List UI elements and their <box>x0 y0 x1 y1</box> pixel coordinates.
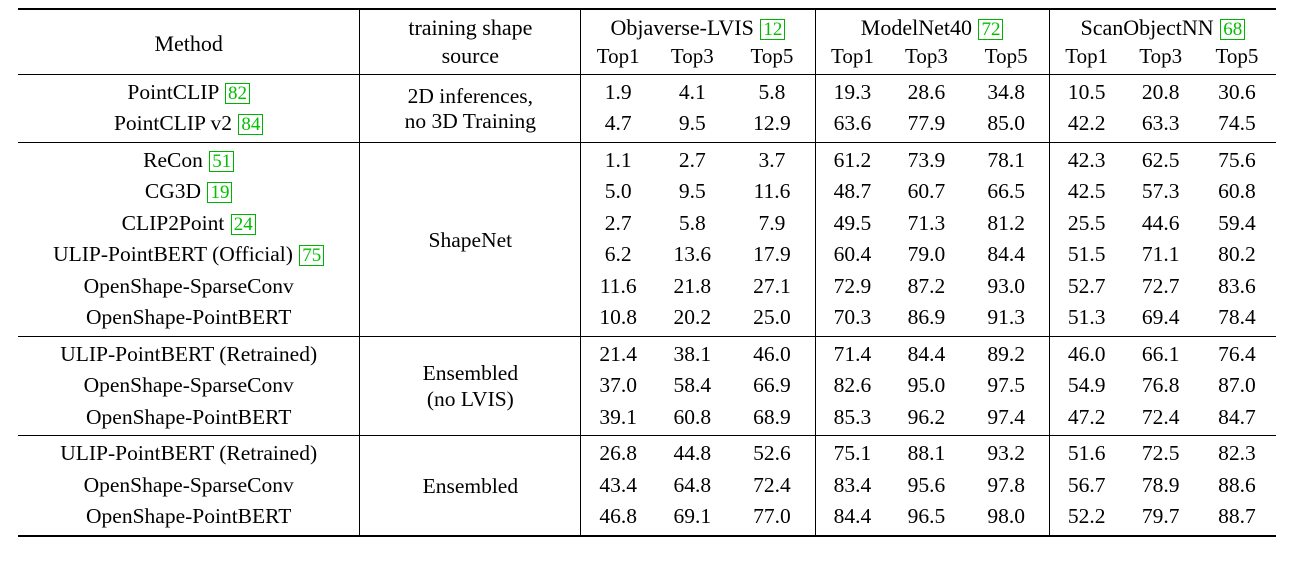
header-metric-3-top5: Top5 <box>1215 43 1259 68</box>
table-row <box>18 501 1276 536</box>
cell-value: 77.9 <box>907 111 946 136</box>
source-line: no 3D Training <box>404 109 537 134</box>
cell-value: 38.1 <box>655 336 729 370</box>
table-row <box>18 402 1276 436</box>
cell-value: 51.6 <box>1049 436 1123 470</box>
cell-value: 48.7 <box>815 176 889 208</box>
cell-value: 63.3 <box>1141 111 1180 136</box>
citation-ref[interactable]: 82 <box>225 83 250 104</box>
cell-value: 71.1 <box>1141 242 1180 267</box>
table-row <box>18 336 1276 370</box>
source-line: 2D inferences, <box>407 83 534 108</box>
cell-value: 84.7 <box>1218 404 1256 429</box>
table-row <box>18 74 1276 108</box>
header-metric-3-top1: Top1 <box>1049 42 1123 74</box>
cell-value: 30.6 <box>1198 74 1276 108</box>
row-method-name: OpenShape-SparseConv <box>83 273 294 298</box>
header-group-1: Objaverse-LVIS 12 <box>581 9 815 42</box>
cell-value: 81.2 <box>987 210 1025 235</box>
table-row <box>18 142 1276 176</box>
cell-value: 42.3 <box>1049 142 1123 176</box>
cell-value: 1.1 <box>581 142 655 176</box>
cell-value: 96.5 <box>907 504 946 529</box>
cell-value: 68.9 <box>753 404 791 429</box>
cell-value: 1.9 <box>581 74 655 108</box>
cell-value: 95.0 <box>907 373 946 398</box>
row-training-source <box>360 336 581 436</box>
cell-value: 82.3 <box>1198 436 1276 470</box>
cell-value: 13.6 <box>673 242 712 267</box>
cell-value: 69.1 <box>673 504 712 529</box>
header-metric-2-top5: Top5 <box>984 43 1028 68</box>
cell-value: 44.8 <box>655 436 729 470</box>
cell-value: 84.4 <box>815 501 889 536</box>
table-row <box>18 370 1276 402</box>
cell-value: 97.8 <box>987 472 1025 497</box>
cell-value: 88.1 <box>889 436 963 470</box>
cell-value: 72.4 <box>1141 404 1180 429</box>
cell-value: 10.8 <box>581 302 655 336</box>
cell-value: 46.0 <box>729 336 815 370</box>
source-line: (no LVIS) <box>426 387 514 412</box>
cell-value: 43.4 <box>581 470 655 502</box>
table-row <box>18 302 1276 336</box>
row-method-name: OpenShape-SparseConv <box>83 472 294 497</box>
header-metric-2-top1: Top1 <box>815 42 889 74</box>
row-method-name: CG3D 19 <box>18 176 360 208</box>
results-table <box>18 8 1276 537</box>
table-row <box>18 271 1276 303</box>
cell-value: 76.4 <box>1198 336 1276 370</box>
citation-ref[interactable]: 72 <box>978 19 1003 40</box>
row-method-name: OpenShape-SparseConv <box>83 373 294 398</box>
table-bottom-rule <box>18 536 1276 537</box>
cell-value: 93.0 <box>987 273 1025 298</box>
header-metric-1-top3: Top3 <box>670 43 714 68</box>
row-training-source <box>360 142 581 336</box>
row-method-name: PointCLIP v2 84 <box>18 108 360 142</box>
cell-value: 60.8 <box>1218 179 1256 204</box>
cell-value: 47.2 <box>1049 402 1123 436</box>
cell-value: 82.6 <box>815 370 889 402</box>
cell-value: 71.3 <box>907 210 946 235</box>
cell-value: 72.7 <box>1141 273 1180 298</box>
cell-value: 56.7 <box>1049 470 1123 502</box>
cell-value: 25.5 <box>1049 208 1123 240</box>
cell-value: 28.6 <box>889 74 963 108</box>
cell-value: 2.7 <box>655 142 729 176</box>
header-metric-2-top3: Top3 <box>905 43 948 68</box>
row-method-name: ReCon 51 <box>18 142 360 176</box>
cell-value: 5.0 <box>581 176 655 208</box>
row-method-name: ULIP-PointBERT (Retrained) <box>18 336 360 370</box>
cell-value: 11.6 <box>753 179 791 204</box>
cell-value: 60.4 <box>815 239 889 271</box>
cell-value: 46.8 <box>581 501 655 536</box>
results-table-body <box>18 9 1276 537</box>
cell-value: 7.9 <box>758 210 786 235</box>
citation-ref[interactable]: 19 <box>207 182 232 203</box>
cell-value: 4.7 <box>581 108 655 142</box>
cell-value: 84.4 <box>889 336 963 370</box>
cell-value: 72.4 <box>753 472 791 497</box>
cell-value: 26.8 <box>581 436 655 470</box>
cell-value: 5.8 <box>729 74 815 108</box>
cell-value: 4.1 <box>655 74 729 108</box>
cell-value: 57.3 <box>1141 179 1180 204</box>
header-metric-1-top1: Top1 <box>581 42 655 74</box>
cell-value: 66.1 <box>1124 336 1198 370</box>
cell-value: 52.7 <box>1049 271 1123 303</box>
cell-value: 5.8 <box>678 210 706 235</box>
cell-value: 9.5 <box>678 111 706 136</box>
cell-value: 83.6 <box>1218 273 1256 298</box>
row-method-name: OpenShape-PointBERT <box>86 404 292 429</box>
cell-value: 27.1 <box>753 273 791 298</box>
header-group-3: ScanObjectNN 68 <box>1049 9 1276 42</box>
table-row <box>18 436 1276 470</box>
cell-value: 59.4 <box>1218 210 1256 235</box>
citation-ref[interactable]: 24 <box>231 214 256 235</box>
header-metric-1-top5: Top5 <box>750 43 794 68</box>
cell-value: 77.0 <box>753 504 791 529</box>
cell-value: 97.4 <box>987 404 1025 429</box>
cell-value: 78.4 <box>1218 305 1256 330</box>
cell-value: 87.0 <box>1218 373 1256 398</box>
cell-value: 9.5 <box>678 179 706 204</box>
table-row <box>18 108 1276 142</box>
cell-value: 78.9 <box>1141 472 1180 497</box>
cell-value: 88.7 <box>1218 504 1256 529</box>
header-training-shape-line2: source <box>360 42 581 74</box>
cell-value: 97.5 <box>987 373 1025 398</box>
table-row <box>18 239 1276 271</box>
results-table-container <box>0 8 1294 537</box>
cell-value: 6.2 <box>581 239 655 271</box>
cell-value: 76.8 <box>1141 373 1180 398</box>
cell-value: 86.9 <box>907 305 946 330</box>
row-training-source <box>360 436 581 536</box>
cell-value: 52.2 <box>1049 501 1123 536</box>
cell-value: 79.7 <box>1141 504 1180 529</box>
cell-value: 84.4 <box>987 242 1025 267</box>
cell-value: 54.9 <box>1049 370 1123 402</box>
cell-value: 20.8 <box>1124 74 1198 108</box>
cell-value: 61.2 <box>815 142 889 176</box>
cell-value: 64.8 <box>673 472 712 497</box>
cell-value: 62.5 <box>1124 142 1198 176</box>
cell-value: 75.6 <box>1198 142 1276 176</box>
cell-value: 66.9 <box>753 373 791 398</box>
cell-value: 71.4 <box>815 336 889 370</box>
citation-ref[interactable]: 68 <box>1220 19 1245 40</box>
cell-value: 66.5 <box>987 179 1025 204</box>
cell-value: 10.5 <box>1049 74 1123 108</box>
citation-ref[interactable]: 75 <box>299 245 324 266</box>
cell-value: 17.9 <box>753 242 791 267</box>
cell-value: 49.5 <box>815 208 889 240</box>
cell-value: 70.3 <box>815 302 889 336</box>
cell-value: 72.5 <box>1124 436 1198 470</box>
cell-value: 88.6 <box>1218 472 1256 497</box>
row-method-name: PointCLIP 82 <box>18 74 360 108</box>
citation-ref[interactable]: 51 <box>209 151 234 172</box>
cell-value: 52.6 <box>729 436 815 470</box>
cell-value: 98.0 <box>987 504 1025 529</box>
header-metric-3-top3: Top3 <box>1139 43 1183 68</box>
source-line: Ensembled <box>422 361 519 386</box>
row-training-source <box>360 74 581 142</box>
cell-value: 25.0 <box>753 305 791 330</box>
cell-value: 46.0 <box>1049 336 1123 370</box>
cell-value: 63.6 <box>815 108 889 142</box>
cell-value: 58.4 <box>673 373 712 398</box>
citation-ref[interactable]: 84 <box>238 114 263 135</box>
cell-value: 95.6 <box>907 472 946 497</box>
cell-value: 60.7 <box>907 179 946 204</box>
cell-value: 37.0 <box>581 370 655 402</box>
cell-value: 79.0 <box>907 242 946 267</box>
cell-value: 85.0 <box>987 111 1025 136</box>
row-method-name: OpenShape-PointBERT <box>86 504 292 529</box>
cell-value: 34.8 <box>964 74 1050 108</box>
cell-value: 93.2 <box>964 436 1050 470</box>
cell-value: 19.3 <box>815 74 889 108</box>
table-row <box>18 470 1276 502</box>
cell-value: 96.2 <box>907 404 946 429</box>
cell-value: 60.8 <box>673 404 712 429</box>
cell-value: 78.1 <box>964 142 1050 176</box>
cell-value: 85.3 <box>815 402 889 436</box>
cell-value: 12.9 <box>753 111 791 136</box>
cell-value: 87.2 <box>907 273 946 298</box>
header-training-shape-line1: training shape <box>360 9 581 42</box>
cell-value: 11.6 <box>581 271 655 303</box>
cell-value: 42.5 <box>1049 176 1123 208</box>
cell-value: 51.3 <box>1049 302 1123 336</box>
cell-value: 73.9 <box>889 142 963 176</box>
row-method-name: CLIP2Point 24 <box>18 208 360 240</box>
header-method: Method <box>18 9 360 74</box>
row-method-name: OpenShape-PointBERT <box>86 305 292 330</box>
cell-value: 42.2 <box>1049 108 1123 142</box>
cell-value: 20.2 <box>673 305 712 330</box>
source-line: ShapeNet <box>428 227 513 252</box>
cell-value: 89.2 <box>964 336 1050 370</box>
cell-value: 2.7 <box>581 208 655 240</box>
header-group-2: ModelNet40 72 <box>815 9 1049 42</box>
table-row <box>18 176 1276 208</box>
cell-value: 3.7 <box>729 142 815 176</box>
citation-ref[interactable]: 12 <box>760 19 785 40</box>
table-row <box>18 208 1276 240</box>
row-method-name: ULIP-PointBERT (Official) 75 <box>18 239 360 271</box>
cell-value: 44.6 <box>1141 210 1180 235</box>
cell-value: 72.9 <box>815 271 889 303</box>
cell-value: 83.4 <box>815 470 889 502</box>
cell-value: 39.1 <box>581 402 655 436</box>
cell-value: 80.2 <box>1218 242 1256 267</box>
cell-value: 69.4 <box>1141 305 1180 330</box>
header-row-groups <box>18 9 1276 42</box>
cell-value: 75.1 <box>815 436 889 470</box>
cell-value: 21.4 <box>581 336 655 370</box>
source-line: Ensembled <box>422 473 519 498</box>
cell-value: 91.3 <box>987 305 1025 330</box>
row-method-name: ULIP-PointBERT (Retrained) <box>18 436 360 470</box>
cell-value: 74.5 <box>1218 111 1256 136</box>
cell-value: 21.8 <box>673 273 712 298</box>
cell-value: 51.5 <box>1049 239 1123 271</box>
